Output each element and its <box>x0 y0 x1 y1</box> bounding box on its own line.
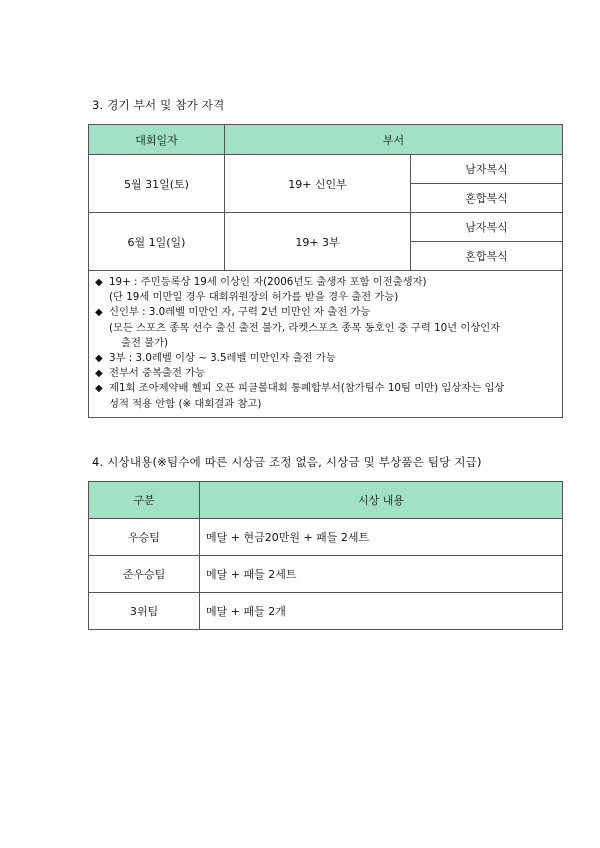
note-subtext: (모든 스포츠 종목 선수 출신 출전 불가, 라켓스포츠 종목 동호인 중 구력 10년 이상인자 <box>109 321 501 334</box>
content-cell: 메달 + 패들 2개 <box>200 593 563 630</box>
note-item <box>95 366 556 381</box>
table-row <box>89 213 563 242</box>
category-cell: 준우승팀 <box>89 556 200 593</box>
content-cell: 메달 + 현금20만원 + 패들 2세트 <box>200 519 563 556</box>
header-content: 시상 내용 <box>200 482 563 519</box>
table-row <box>89 155 563 184</box>
header-category: 구분 <box>89 482 200 519</box>
diamond-bullet-icon: ◆ <box>95 277 103 288</box>
section4-heading: 4. 시상내용(※팀수에 따른 시상금 조정 없음, 시상금 및 부상품은 팀당 지급) <box>92 455 482 469</box>
diamond-bullet-icon: ◆ <box>95 307 103 319</box>
table-row <box>89 556 563 593</box>
note-subtext: (단 19세 미만일 경우 대회위원장의 허가를 받을 경우 출전 가능) <box>109 291 399 304</box>
event-cell: 혼합복식 <box>411 242 563 271</box>
event-cell: 남자복식 <box>411 213 563 242</box>
category-cell: 3위팀 <box>89 593 200 630</box>
content-cell: 메달 + 패들 2세트 <box>200 556 563 593</box>
note-text: 신인부 : 3.0레벨 미만인 자, 구력 2년 미만인 자 출전 가능 <box>109 306 371 319</box>
date-cell: 5월 31일(토) <box>89 155 225 213</box>
note-item <box>95 275 556 290</box>
diamond-bullet-icon: ◆ <box>95 368 103 380</box>
header-date: 대회일자 <box>89 125 225 155</box>
header-division: 부서 <box>225 125 563 155</box>
note-text: 19+ : 주민등록상 19세 이상인 자(2006년도 출생자 포함 이전출생자) <box>109 276 427 288</box>
table-row <box>89 519 563 556</box>
date-cell: 6월 1일(일) <box>89 213 225 271</box>
eligibility-notes <box>89 271 563 418</box>
note-item <box>95 351 556 366</box>
category-cell: 우승팀 <box>89 519 200 556</box>
note-item <box>95 381 556 396</box>
note-subtext: 출전 불가) <box>121 336 169 349</box>
note-text: 3부 : 3.0레벨 이상 ~ 3.5레벨 미만인자 출전 가능 <box>109 352 336 365</box>
awards-table <box>88 481 563 630</box>
division-cell: 19+ 신인부 <box>225 155 411 213</box>
diamond-bullet-icon: ◆ <box>95 383 103 395</box>
division-cell: 19+ 3부 <box>225 213 411 271</box>
note-text: 제1회 조아제약배 헬피 오픈 피클볼대회 통폐합부서(참가팀수 10팀 미만) 입상자는 입상 <box>109 382 505 395</box>
note-subtext: 성적 적용 안함 (※ 대회결과 참고) <box>109 397 262 410</box>
event-cell: 혼합복식 <box>411 184 563 213</box>
event-cell: 남자복식 <box>411 155 563 184</box>
section3-heading: 3. 경기 부서 및 참가 자격 <box>92 98 225 112</box>
note-item <box>95 305 556 320</box>
table-row <box>89 593 563 630</box>
diamond-bullet-icon: ◆ <box>95 353 103 365</box>
note-text: 전부서 중복출전 가능 <box>109 367 206 380</box>
divisions-table <box>88 124 563 418</box>
